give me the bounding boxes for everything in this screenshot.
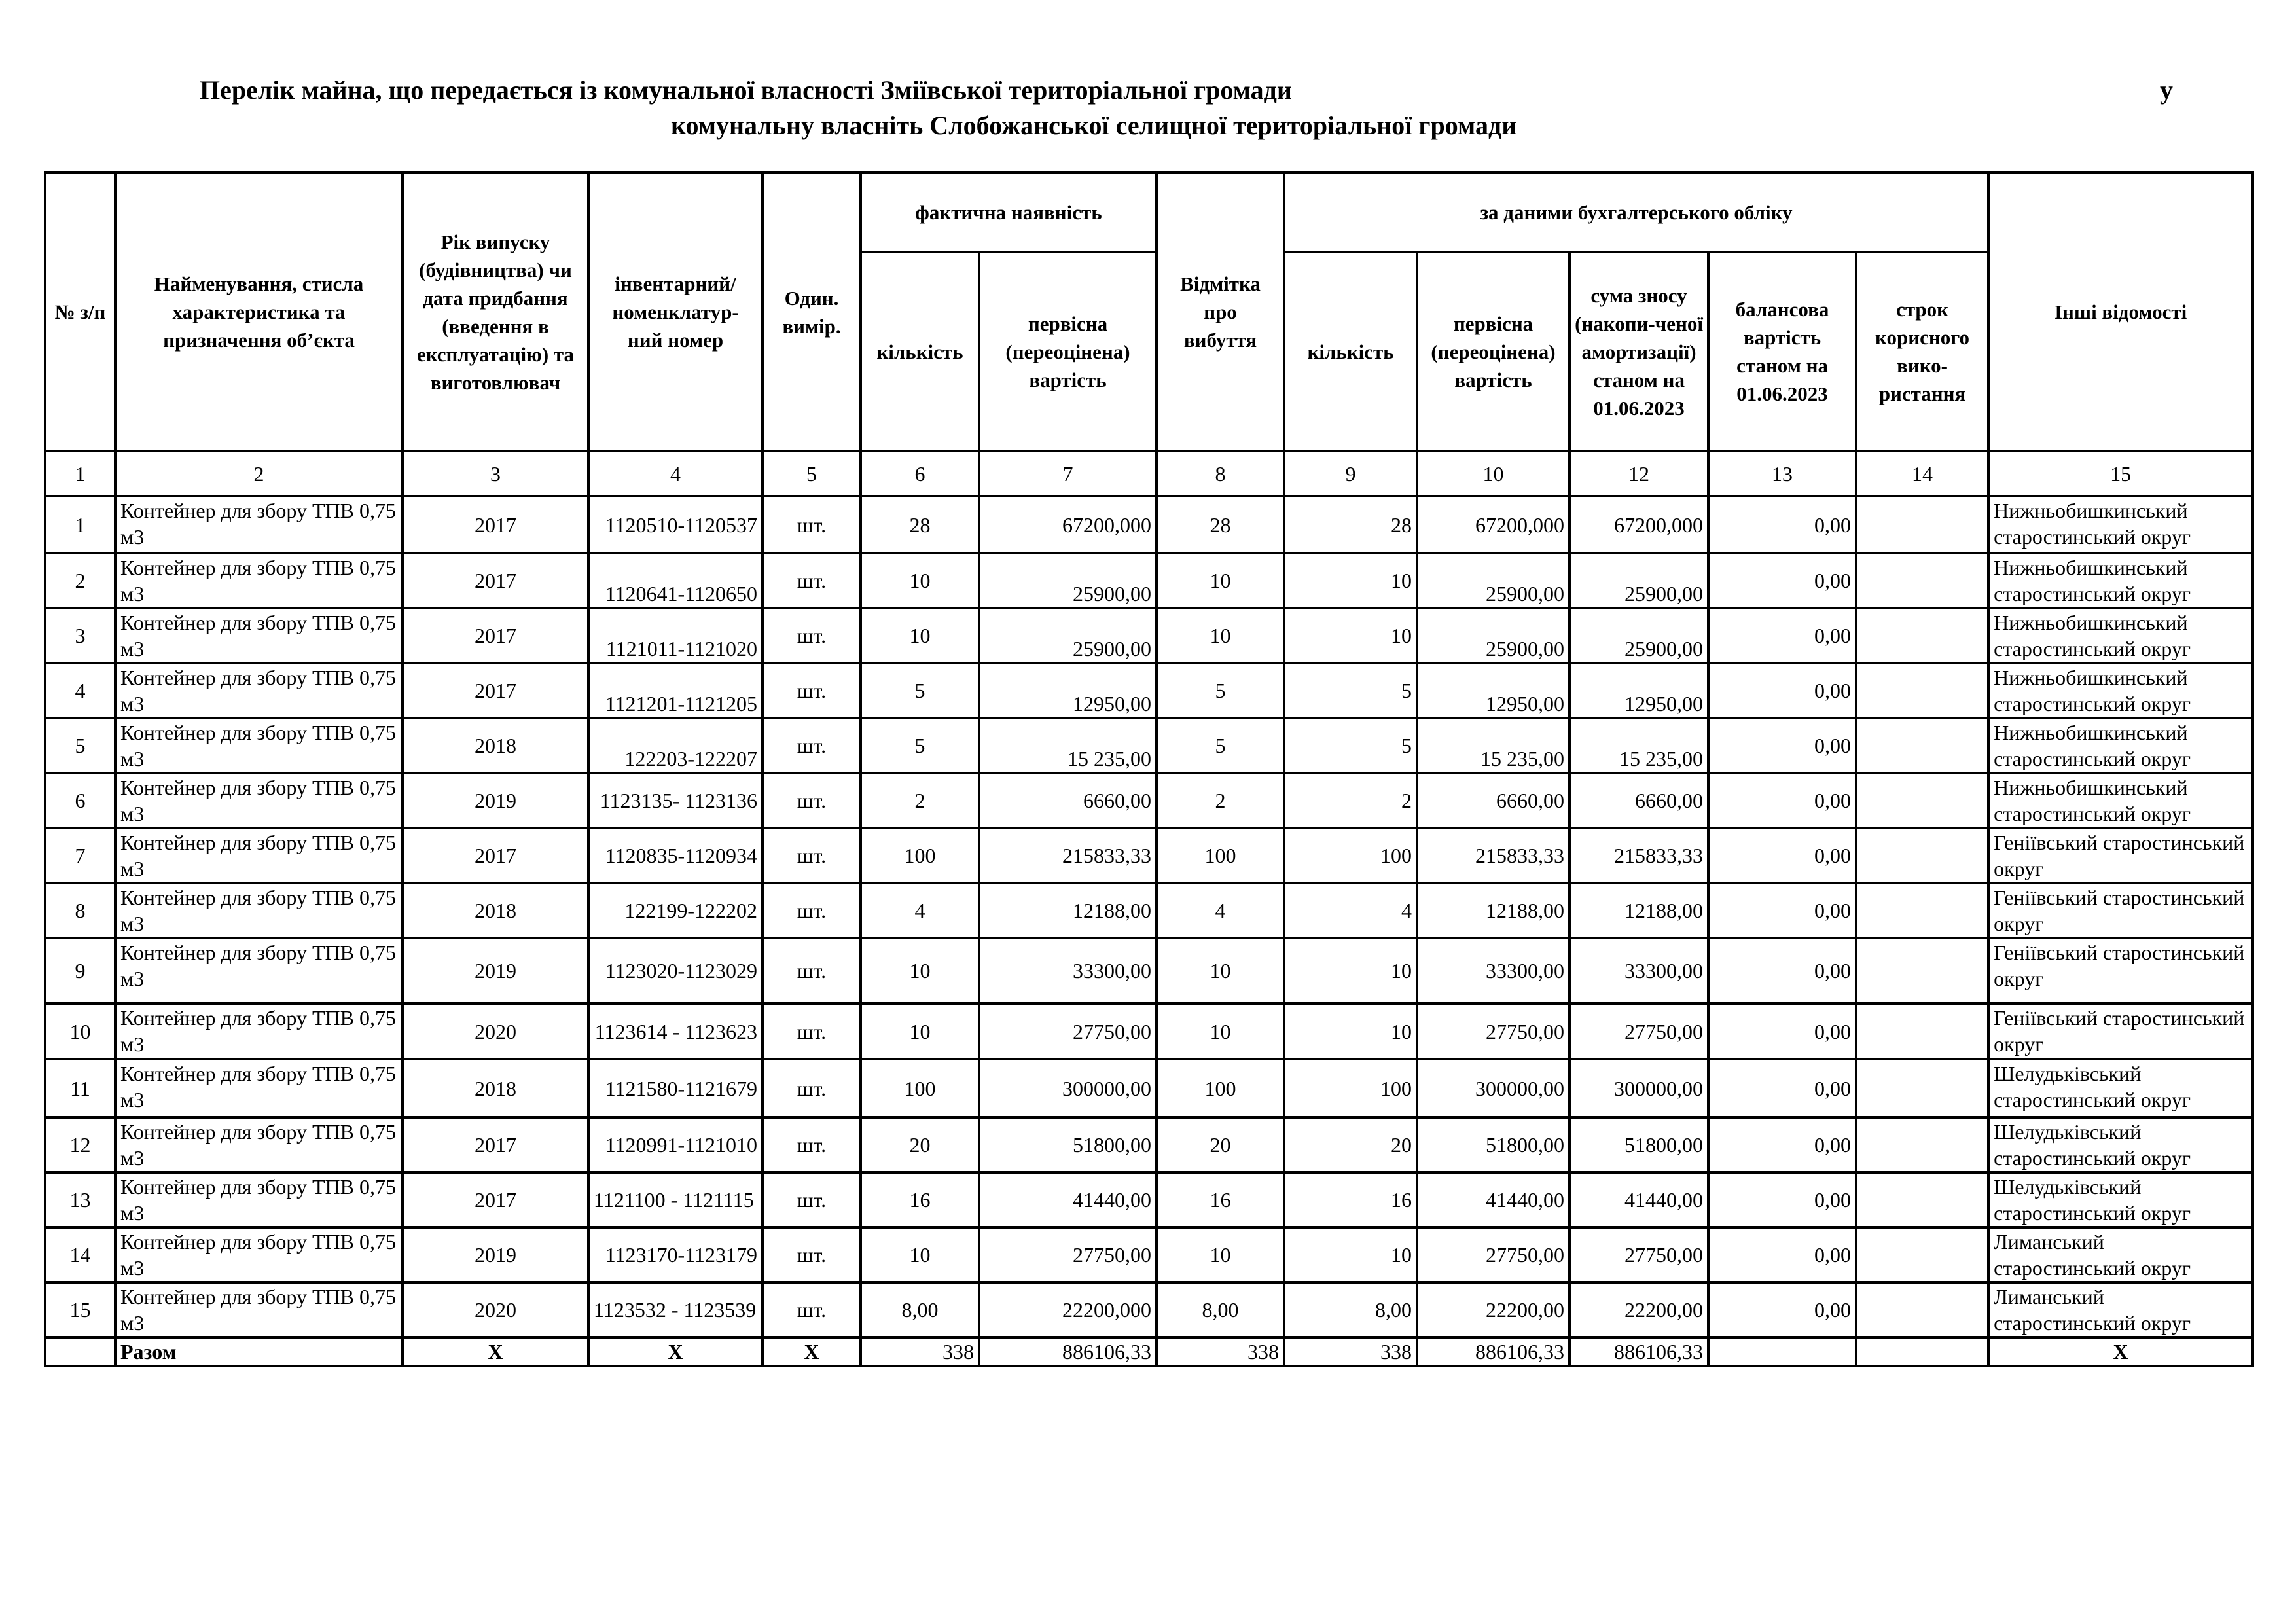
- row-balance: 0,00: [1708, 883, 1856, 938]
- document-title-line-2: комунальну власніть Слобожанської селищної територіальної громади: [671, 111, 1517, 140]
- row-depreciation: 51800,00: [1570, 1117, 1708, 1172]
- header-other: Інші відомості: [1988, 173, 2253, 451]
- row-inventory: 1121011-1121020: [588, 608, 762, 663]
- row-useful-life: [1856, 553, 1988, 608]
- row-actual-value: 27750,00: [979, 1227, 1157, 1282]
- row-balance: 0,00: [1708, 773, 1856, 828]
- row-name: Контейнер для збору ТПВ 0,75 м3: [115, 1003, 403, 1059]
- col-num: 1: [45, 451, 115, 496]
- row-other: Нижньобишкинський старостинський округ: [1988, 553, 2253, 608]
- col-num: 5: [762, 451, 861, 496]
- row-actual-value: 15 235,00: [979, 718, 1157, 773]
- row-acc-value: 12950,00: [1417, 663, 1570, 718]
- row-acc-qty: 100: [1284, 828, 1417, 883]
- header-balance: балансова вартість станом на 01.06.2023: [1708, 252, 1856, 451]
- row-name: Контейнер для збору ТПВ 0,75 м3: [115, 883, 403, 938]
- row-disposal: 100: [1157, 1059, 1284, 1117]
- col-num: 12: [1570, 451, 1708, 496]
- row-depreciation: 25900,00: [1570, 608, 1708, 663]
- row-disposal: 4: [1157, 883, 1284, 938]
- header-acc-value: первісна (переоцінена) вартість: [1417, 252, 1570, 451]
- row-depreciation: 300000,00: [1570, 1059, 1708, 1117]
- row-balance: 0,00: [1708, 718, 1856, 773]
- row-disposal: 2: [1157, 773, 1284, 828]
- row-unit: шт.: [762, 1227, 861, 1282]
- row-useful-life: [1856, 938, 1988, 1003]
- row-other: Нижньобишкинський старостинський округ: [1988, 663, 2253, 718]
- row-inventory: 1120991-1121010: [588, 1117, 762, 1172]
- row-balance: 0,00: [1708, 828, 1856, 883]
- table-body: [45, 496, 2253, 1337]
- row-depreciation: 6660,00: [1570, 773, 1708, 828]
- row-acc-value: 51800,00: [1417, 1117, 1570, 1172]
- row-actual-qty: 2: [861, 773, 979, 828]
- row-other: Геніївський старостинський округ: [1988, 938, 2253, 1003]
- row-no: 11: [45, 1059, 115, 1117]
- row-acc-qty: 5: [1284, 718, 1417, 773]
- row-useful-life: [1856, 663, 1988, 718]
- row-other: Нижньобишкинський старостинський округ: [1988, 496, 2253, 553]
- row-unit: шт.: [762, 718, 861, 773]
- table-row: [45, 828, 2253, 883]
- header-name: Найменування, стисла характеристика та призначення об’єкта: [115, 173, 403, 451]
- row-unit: шт.: [762, 883, 861, 938]
- row-unit: шт.: [762, 773, 861, 828]
- row-acc-value: 67200,000: [1417, 496, 1570, 553]
- row-acc-qty: 10: [1284, 938, 1417, 1003]
- row-acc-value: 6660,00: [1417, 773, 1570, 828]
- total-useful-life: [1856, 1337, 1988, 1366]
- row-name: Контейнер для збору ТПВ 0,75 м3: [115, 938, 403, 1003]
- col-num: 3: [403, 451, 588, 496]
- header-year: Рік випуску (будівництва) чи дата придбання (введення в експлуатацію) та виготовлювач: [403, 173, 588, 451]
- row-year: 2019: [403, 938, 588, 1003]
- row-year: 2017: [403, 496, 588, 553]
- row-actual-value: 6660,00: [979, 773, 1157, 828]
- header-depreciation: сума зносу (накопи-ченої амортизації) станом на 01.06.2023: [1570, 252, 1708, 451]
- row-other: Шелудьківський старостинський округ: [1988, 1172, 2253, 1227]
- row-disposal: 28: [1157, 496, 1284, 553]
- row-depreciation: 67200,000: [1570, 496, 1708, 553]
- row-unit: шт.: [762, 1282, 861, 1337]
- row-acc-value: 25900,00: [1417, 608, 1570, 663]
- row-acc-value: 25900,00: [1417, 553, 1570, 608]
- row-inventory: 1123614 - 1123623: [588, 1003, 762, 1059]
- row-depreciation: 27750,00: [1570, 1003, 1708, 1059]
- row-acc-qty: 10: [1284, 1227, 1417, 1282]
- row-actual-qty: 5: [861, 663, 979, 718]
- total-row: [45, 1337, 2253, 1366]
- row-balance: 0,00: [1708, 1282, 1856, 1337]
- row-actual-value: 51800,00: [979, 1117, 1157, 1172]
- row-unit: шт.: [762, 553, 861, 608]
- row-useful-life: [1856, 1059, 1988, 1117]
- row-actual-qty: 10: [861, 1227, 979, 1282]
- row-acc-qty: 20: [1284, 1117, 1417, 1172]
- row-actual-value: 27750,00: [979, 1003, 1157, 1059]
- table-row: [45, 1282, 2253, 1337]
- row-other: Геніївський старостинський округ: [1988, 883, 2253, 938]
- total-balance: [1708, 1337, 1856, 1366]
- col-num: 15: [1988, 451, 2253, 496]
- row-disposal: 8,00: [1157, 1282, 1284, 1337]
- table-row: [45, 1117, 2253, 1172]
- document-title-line-1-tail: у: [2160, 75, 2173, 105]
- row-inventory: 1123135- 1123136: [588, 773, 762, 828]
- row-no: 10: [45, 1003, 115, 1059]
- row-unit: шт.: [762, 1059, 861, 1117]
- row-useful-life: [1856, 1282, 1988, 1337]
- row-no: 13: [45, 1172, 115, 1227]
- row-no: 4: [45, 663, 115, 718]
- row-useful-life: [1856, 883, 1988, 938]
- row-inventory: 1121100 - 1121115: [588, 1172, 762, 1227]
- total-year: Х: [403, 1337, 588, 1366]
- total-inventory: Х: [588, 1337, 762, 1366]
- row-other: Лиманський старостинський округ: [1988, 1282, 2253, 1337]
- row-name: Контейнер для збору ТПВ 0,75 м3: [115, 1282, 403, 1337]
- row-no: 5: [45, 718, 115, 773]
- row-actual-qty: 4: [861, 883, 979, 938]
- header-actual-group: фактична наявність: [861, 173, 1157, 252]
- table-row: [45, 718, 2253, 773]
- row-acc-value: 33300,00: [1417, 938, 1570, 1003]
- header-no: № з/п: [45, 173, 115, 451]
- total-acc-qty: 338: [1284, 1337, 1417, 1366]
- row-other: Геніївський старостинський округ: [1988, 828, 2253, 883]
- header-acc-qty: кількість: [1284, 252, 1417, 451]
- col-num: 13: [1708, 451, 1856, 496]
- row-disposal: 16: [1157, 1172, 1284, 1227]
- row-actual-qty: 100: [861, 828, 979, 883]
- total-unit: Х: [762, 1337, 861, 1366]
- row-useful-life: [1856, 828, 1988, 883]
- header-actual-qty: кількість: [861, 252, 979, 451]
- row-actual-qty: 20: [861, 1117, 979, 1172]
- total-no: [45, 1337, 115, 1366]
- row-no: 6: [45, 773, 115, 828]
- col-num: 4: [588, 451, 762, 496]
- row-useful-life: [1856, 1117, 1988, 1172]
- row-acc-qty: 16: [1284, 1172, 1417, 1227]
- row-year: 2019: [403, 1227, 588, 1282]
- row-name: Контейнер для збору ТПВ 0,75 м3: [115, 1117, 403, 1172]
- col-num: 10: [1417, 451, 1570, 496]
- row-inventory: 1123020-1123029: [588, 938, 762, 1003]
- header-useful-life: строк корисного вико-ристання: [1856, 252, 1988, 451]
- row-acc-value: 12188,00: [1417, 883, 1570, 938]
- row-balance: 0,00: [1708, 1117, 1856, 1172]
- row-depreciation: 12950,00: [1570, 663, 1708, 718]
- row-disposal: 100: [1157, 828, 1284, 883]
- row-name: Контейнер для збору ТПВ 0,75 м3: [115, 553, 403, 608]
- row-inventory: 1123532 - 1123539: [588, 1282, 762, 1337]
- col-num: 7: [979, 451, 1157, 496]
- row-other: Лиманський старостинський округ: [1988, 1227, 2253, 1282]
- row-year: 2018: [403, 1059, 588, 1117]
- total-acc-value: 886106,33: [1417, 1337, 1570, 1366]
- total-actual-value: 886106,33: [979, 1337, 1157, 1366]
- row-disposal: 10: [1157, 1003, 1284, 1059]
- row-year: 2017: [403, 1172, 588, 1227]
- row-depreciation: 41440,00: [1570, 1172, 1708, 1227]
- row-useful-life: [1856, 1172, 1988, 1227]
- row-disposal: 20: [1157, 1117, 1284, 1172]
- total-other: Х: [1988, 1337, 2253, 1366]
- row-unit: шт.: [762, 663, 861, 718]
- table-row: [45, 1003, 2253, 1059]
- row-depreciation: 215833,33: [1570, 828, 1708, 883]
- row-name: Контейнер для збору ТПВ 0,75 м3: [115, 663, 403, 718]
- row-other: Шелудьківський старостинський округ: [1988, 1117, 2253, 1172]
- table-row: [45, 1227, 2253, 1282]
- row-name: Контейнер для збору ТПВ 0,75 м3: [115, 1059, 403, 1117]
- row-actual-qty: 28: [861, 496, 979, 553]
- row-inventory: 1123170-1123179: [588, 1227, 762, 1282]
- row-name: Контейнер для збору ТПВ 0,75 м3: [115, 773, 403, 828]
- row-year: 2017: [403, 663, 588, 718]
- row-year: 2017: [403, 828, 588, 883]
- table-row: [45, 883, 2253, 938]
- row-name: Контейнер для збору ТПВ 0,75 м3: [115, 828, 403, 883]
- row-actual-qty: 16: [861, 1172, 979, 1227]
- row-other: Геніївський старостинський округ: [1988, 1003, 2253, 1059]
- table-row: [45, 553, 2253, 608]
- row-acc-value: 15 235,00: [1417, 718, 1570, 773]
- row-name: Контейнер для збору ТПВ 0,75 м3: [115, 718, 403, 773]
- row-no: 12: [45, 1117, 115, 1172]
- row-depreciation: 27750,00: [1570, 1227, 1708, 1282]
- row-acc-qty: 5: [1284, 663, 1417, 718]
- row-actual-value: 67200,000: [979, 496, 1157, 553]
- row-actual-qty: 100: [861, 1059, 979, 1117]
- row-year: 2019: [403, 773, 588, 828]
- row-disposal: 10: [1157, 1227, 1284, 1282]
- row-unit: шт.: [762, 1117, 861, 1172]
- row-actual-value: 12950,00: [979, 663, 1157, 718]
- row-actual-value: 25900,00: [979, 553, 1157, 608]
- table-row: [45, 496, 2253, 553]
- row-actual-qty: 10: [861, 938, 979, 1003]
- row-other: Нижньобишкинський старостинський округ: [1988, 773, 2253, 828]
- row-no: 1: [45, 496, 115, 553]
- row-actual-value: 300000,00: [979, 1059, 1157, 1117]
- row-year: 2020: [403, 1282, 588, 1337]
- row-depreciation: 12188,00: [1570, 883, 1708, 938]
- row-balance: 0,00: [1708, 1003, 1856, 1059]
- row-balance: 0,00: [1708, 1172, 1856, 1227]
- row-depreciation: 25900,00: [1570, 553, 1708, 608]
- row-inventory: 1120835-1120934: [588, 828, 762, 883]
- row-depreciation: 22200,00: [1570, 1282, 1708, 1337]
- row-disposal: 5: [1157, 663, 1284, 718]
- row-actual-qty: 10: [861, 608, 979, 663]
- row-useful-life: [1856, 1003, 1988, 1059]
- total-label: Разом: [115, 1337, 403, 1366]
- row-other: Нижньобишкинський старостинський округ: [1988, 718, 2253, 773]
- row-disposal: 10: [1157, 553, 1284, 608]
- row-balance: 0,00: [1708, 938, 1856, 1003]
- row-inventory: 122203-122207: [588, 718, 762, 773]
- row-year: 2017: [403, 1117, 588, 1172]
- row-name: Контейнер для збору ТПВ 0,75 м3: [115, 1172, 403, 1227]
- header-accounting-group: за даними бухгалтерського обліку: [1284, 173, 1988, 252]
- row-no: 14: [45, 1227, 115, 1282]
- document-title-line-1: Перелік майна, що передається із комунальної власності Зміївської територіальної громади: [200, 75, 1292, 105]
- row-disposal: 5: [1157, 718, 1284, 773]
- col-num: 2: [115, 451, 403, 496]
- row-balance: 0,00: [1708, 1227, 1856, 1282]
- row-acc-qty: 28: [1284, 496, 1417, 553]
- row-inventory: 1120510-1120537: [588, 496, 762, 553]
- header-unit: Один. вимір.: [762, 173, 861, 451]
- row-balance: 0,00: [1708, 496, 1856, 553]
- property-transfer-table: [44, 171, 2254, 1367]
- row-useful-life: [1856, 718, 1988, 773]
- column-number-row: [45, 451, 2253, 496]
- row-year: 2017: [403, 553, 588, 608]
- row-acc-qty: 10: [1284, 1003, 1417, 1059]
- col-num: 8: [1157, 451, 1284, 496]
- row-inventory: 122199-122202: [588, 883, 762, 938]
- table-row: [45, 938, 2253, 1003]
- row-unit: шт.: [762, 1172, 861, 1227]
- row-year: 2020: [403, 1003, 588, 1059]
- row-useful-life: [1856, 1227, 1988, 1282]
- row-actual-qty: 10: [861, 1003, 979, 1059]
- row-name: Контейнер для збору ТПВ 0,75 м3: [115, 608, 403, 663]
- total-disposal: 338: [1157, 1337, 1284, 1366]
- row-inventory: 1120641-1120650: [588, 553, 762, 608]
- row-other: Шелудьківський старостинський округ: [1988, 1059, 2253, 1117]
- row-unit: шт.: [762, 608, 861, 663]
- total-actual-qty: 338: [861, 1337, 979, 1366]
- row-actual-value: 12188,00: [979, 883, 1157, 938]
- header-row-top: [45, 173, 2253, 252]
- table-row: [45, 608, 2253, 663]
- row-no: 9: [45, 938, 115, 1003]
- row-acc-qty: 8,00: [1284, 1282, 1417, 1337]
- col-num: 14: [1856, 451, 1988, 496]
- row-depreciation: 15 235,00: [1570, 718, 1708, 773]
- row-unit: шт.: [762, 938, 861, 1003]
- row-balance: 0,00: [1708, 1059, 1856, 1117]
- row-name: Контейнер для збору ТПВ 0,75 м3: [115, 496, 403, 553]
- row-acc-value: 22200,00: [1417, 1282, 1570, 1337]
- row-actual-value: 33300,00: [979, 938, 1157, 1003]
- row-balance: 0,00: [1708, 608, 1856, 663]
- header-disposal: Відмітка про вибуття: [1157, 173, 1284, 451]
- row-no: 15: [45, 1282, 115, 1337]
- row-actual-qty: 8,00: [861, 1282, 979, 1337]
- row-balance: 0,00: [1708, 663, 1856, 718]
- table-row: [45, 1172, 2253, 1227]
- row-no: 2: [45, 553, 115, 608]
- row-acc-qty: 10: [1284, 608, 1417, 663]
- row-actual-value: 25900,00: [979, 608, 1157, 663]
- row-actual-value: 22200,000: [979, 1282, 1157, 1337]
- row-year: 2018: [403, 718, 588, 773]
- row-acc-qty: 4: [1284, 883, 1417, 938]
- row-actual-qty: 5: [861, 718, 979, 773]
- row-disposal: 10: [1157, 608, 1284, 663]
- row-acc-value: 215833,33: [1417, 828, 1570, 883]
- row-acc-value: 27750,00: [1417, 1003, 1570, 1059]
- row-inventory: 1121580-1121679: [588, 1059, 762, 1117]
- header-inventory: інвентарний/ номенклатур-ний номер: [588, 173, 762, 451]
- row-acc-qty: 10: [1284, 553, 1417, 608]
- row-actual-value: 215833,33: [979, 828, 1157, 883]
- col-num: 6: [861, 451, 979, 496]
- row-unit: шт.: [762, 496, 861, 553]
- row-inventory: 1121201-1121205: [588, 663, 762, 718]
- row-acc-qty: 100: [1284, 1059, 1417, 1117]
- row-unit: шт.: [762, 1003, 861, 1059]
- row-useful-life: [1856, 773, 1988, 828]
- total-depreciation: 886106,33: [1570, 1337, 1708, 1366]
- row-no: 3: [45, 608, 115, 663]
- row-acc-qty: 2: [1284, 773, 1417, 828]
- col-num: 9: [1284, 451, 1417, 496]
- row-unit: шт.: [762, 828, 861, 883]
- row-no: 8: [45, 883, 115, 938]
- row-acc-value: 27750,00: [1417, 1227, 1570, 1282]
- row-balance: 0,00: [1708, 553, 1856, 608]
- row-useful-life: [1856, 608, 1988, 663]
- row-name: Контейнер для збору ТПВ 0,75 м3: [115, 1227, 403, 1282]
- table-row: [45, 1059, 2253, 1117]
- row-no: 7: [45, 828, 115, 883]
- row-useful-life: [1856, 496, 1988, 553]
- header-actual-value: первісна (переоцінена) вартість: [979, 252, 1157, 451]
- row-acc-value: 41440,00: [1417, 1172, 1570, 1227]
- row-actual-value: 41440,00: [979, 1172, 1157, 1227]
- row-actual-qty: 10: [861, 553, 979, 608]
- row-depreciation: 33300,00: [1570, 938, 1708, 1003]
- row-disposal: 10: [1157, 938, 1284, 1003]
- table-row: [45, 773, 2253, 828]
- row-year: 2017: [403, 608, 588, 663]
- table-row: [45, 663, 2253, 718]
- row-acc-value: 300000,00: [1417, 1059, 1570, 1117]
- row-other: Нижньобишкинський старостинський округ: [1988, 608, 2253, 663]
- row-year: 2018: [403, 883, 588, 938]
